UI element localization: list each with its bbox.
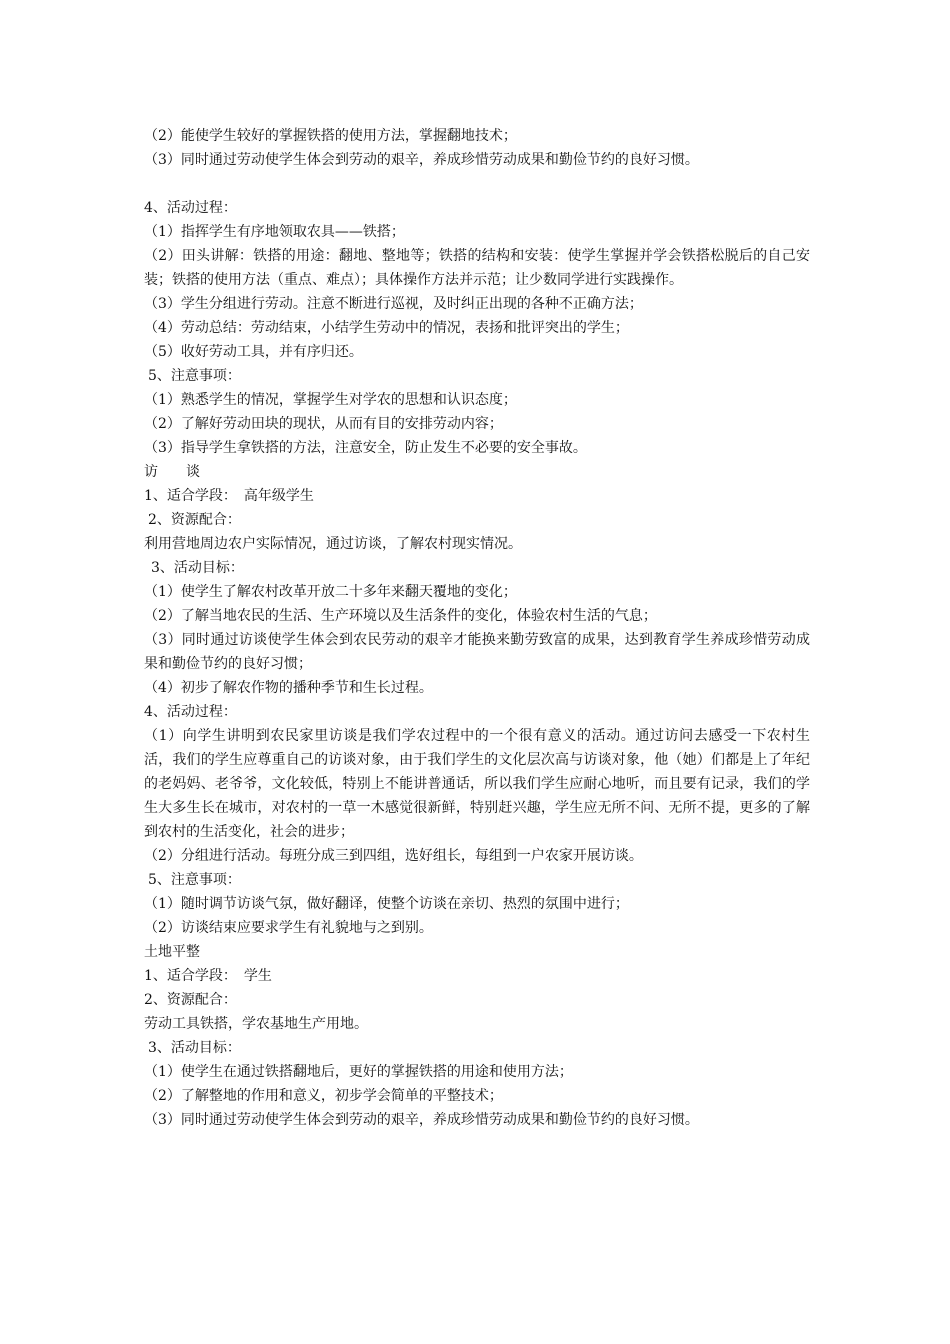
stage: 1、适合学段： 高年级学生 [144,488,314,504]
notes-item: （3）指导学生拿铁搭的方法，注意安全，防止发生不必要的安全事故。 [144,440,587,456]
goal-item: （1）使学生在通过铁搭翻地后，更好的掌握铁搭的用途和使用方法； [144,1064,573,1080]
process-heading: 4、活动过程： [144,200,237,216]
process-item: （5）收好劳动工具，并有序归还。 [144,344,363,360]
process-item: （4）劳动总结：劳动结束，小结学生劳动中的情况，表扬和批评突出的学生； [144,320,629,336]
notes-item: （2）了解好劳动田块的现状，从而有目的安排劳动内容； [144,416,503,432]
resource-text: 利用营地周边农户实际情况，通过访谈，了解农村现实情况。 [144,536,522,552]
notes-item: （2）访谈结束应要求学生有礼貌地与之到别。 [144,920,433,936]
notes-heading: 5、注意事项： [148,368,241,384]
blank-line [144,172,810,196]
notes-item: （1）熟悉学生的情况，掌握学生对学农的思想和认识态度； [144,392,517,408]
process-heading: 4、活动过程： [144,704,237,720]
section-title-land-leveling: 土地平整 [144,944,200,960]
goals-heading: 3、活动目标： [151,560,244,576]
process-item: （1）向学生讲明到农民家里访谈是我们学农过程中的一个很有意义的活动。通过访问去感受一下农村生活，我们的学生应尊重自己的访谈对象，由于我们学生的文化层次高与访谈对象，他（她）们都是上了年纪的老妈妈、老爷爷，文化较低，特别上不能讲普通话，所以我们学生应耐心地听，而且要有记录，我们的学生大多生长在城市，对农村的一草一木感觉很新鲜，特别赶兴趣，学生应无所不问、无所不提，更多的了解到农村的生活变化，社会的进步； [144,728,810,840]
goal-item: （3）同时通过劳动使学生体会到劳动的艰辛，养成珍惜劳动成果和勤俭节约的良好习惯。 [144,1112,699,1128]
process-item: （3）学生分组进行劳动。注意不断进行巡视，及时纠正出现的各种不正确方法； [144,296,643,312]
goal-item: （1）使学生了解农村改革开放二十多年来翻天覆地的变化； [144,584,517,600]
goal-3: （3）同时通过劳动使学生体会到劳动的艰辛，养成珍惜劳动成果和勤俭节约的良好习惯。 [144,152,699,168]
goals-heading: 3、活动目标： [148,1040,241,1056]
goal-item: （4）初步了解农作物的播种季节和生长过程。 [144,680,433,696]
resource-heading: 2、资源配合： [148,512,241,528]
process-item: （1）指挥学生有序地领取农具——铁搭； [144,224,405,240]
notes-heading: 5、注意事项： [148,872,241,888]
goal-item: （2）了解整地的作用和意义，初步学会简单的平整技术； [144,1088,503,1104]
resource-heading: 2、资源配合： [144,992,237,1008]
goal-item: （2）了解当地农民的生活、生产环境以及生活条件的变化，体验农村生活的气息； [144,608,657,624]
document-page [144,124,810,1132]
goal-item: （3）同时通过访谈使学生体会到农民劳动的艰辛才能换来勤劳致富的成果，达到教育学生养成珍惜劳动成果和勤俭节约的良好习惯； [144,632,810,672]
goal-2: （2）能使学生较好的掌握铁搭的使用方法，掌握翻地技术； [144,128,517,144]
stage: 1、适合学段： 学生 [144,968,272,984]
notes-item: （1）随时调节访谈气氛，做好翻译，使整个访谈在亲切、热烈的氛围中进行； [144,896,629,912]
resource-text: 劳动工具铁搭，学农基地生产用地。 [144,1016,368,1032]
process-item: （2）分组进行活动。每班分成三到四组，选好组长，每组到一户农家开展访谈。 [144,848,643,864]
process-item: （2）田头讲解：铁搭的用途：翻地、整地等；铁搭的结构和安装：使学生掌握并学会铁搭松脱后的自己安装；铁搭的使用方法（重点、难点）；具体操作方法并示范；让少数同学进行实践操作。 [144,248,810,288]
section-title-interview: 访 谈 [144,464,200,480]
